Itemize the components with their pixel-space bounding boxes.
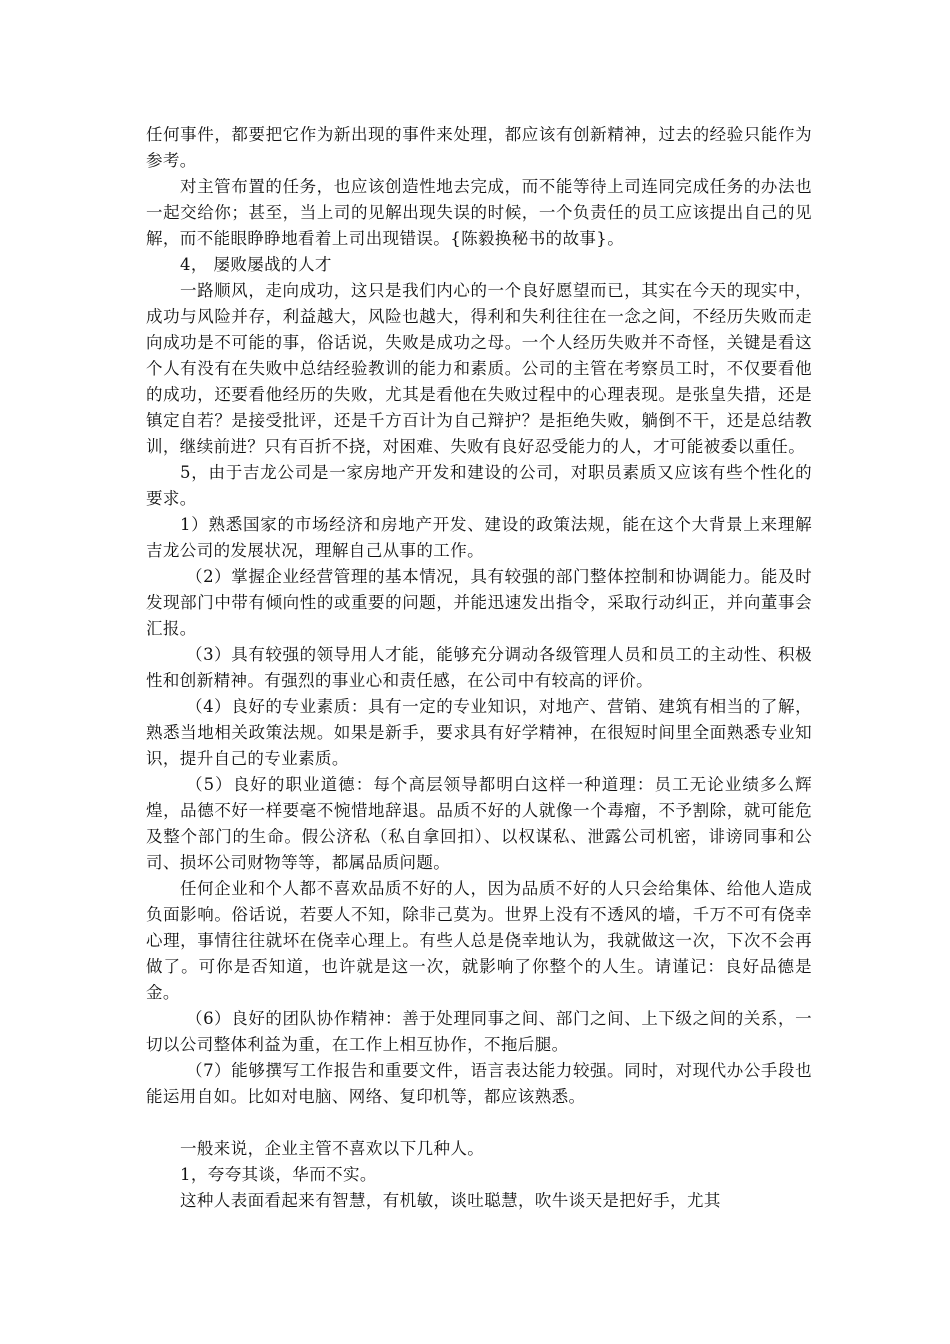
paragraph: 任何企业和个人都不喜欢品质不好的人，因为品质不好的人只会给集体、给他人造成负面影响。俗话说，若要人不知，除非己莫为。世界上没有不透风的墙，千万不可有侥幸心理，事情往往就坏在侥幸心理上。有些人总是侥幸地认为，我就做这一次，下次不会再做了。可你是否知道，也许就是这一次，就影响了你整个的人生。请谨记：良好品德是金。 bbox=[146, 879, 812, 1002]
paragraph: 一路顺风，走向成功，这只是我们内心的一个良好愿望而已，其实在今天的现实中，成功与风险并存，利益越大，风险也越大，得利和失利往往在一念之间，不经历失败而走向成功是不可能的事，俗话说，失败是成功之母。一个人经历失败并不奇怪，关键是看这个人有没有在失败中总结经验教训的能力和素质。公司的主管在考察员工时，不仅要看他的成功，还要看他经历的失败，尤其是看他在失败过程中的心理表现。是张皇失措，还是镇定自若？是接受批评，还是千方百计为自己辩护？是拒绝失败，躺倒不干，还是总结教训，继续前进？只有百折不挠，对困难、失败有良好忍受能力的人，才可能被委以重任。 bbox=[146, 281, 812, 456]
list-item: （3）具有较强的领导用人才能，能够充分调动各级管理人员和员工的主动性、积极性和创新精神。有强烈的事业心和责任感，在公司中有较高的评价。 bbox=[146, 645, 812, 690]
list-item: （6）良好的团队协作精神：善于处理同事之间、部门之间、上下级之间的关系，一切以公司整体利益为重，在工作上相互协作，不拖后腿。 bbox=[146, 1009, 812, 1054]
list-item: （2）掌握企业经营管理的基本情况，具有较强的部门整体控制和协调能力。能及时发现部门中带有倾向性的或重要的问题，并能迅速发出指令，采取行动纠正，并向董事会汇报。 bbox=[146, 567, 812, 638]
paragraph: 对主管布置的任务，也应该创造性地去完成，而不能等待上司连同完成任务的办法也一起交给你；甚至，当上司的见解出现失误的时候，一个负责任的员工应该提出自己的见解，而不能眼睁睁地看着上司出现错误。{陈毅换秘书的故事}。 bbox=[146, 177, 812, 248]
section-heading: 1，夸夸其谈，华而不实。 bbox=[180, 1165, 377, 1184]
paragraph-continuation: 任何事件，都要把它作为新出现的事件来处理，都应该有创新精神，过去的经验只能作为参考。 bbox=[146, 125, 812, 170]
blank-line bbox=[146, 1110, 812, 1136]
paragraph: 这种人表面看起来有智慧，有机敏，谈吐聪慧，吹牛谈天是把好手，尤其 bbox=[180, 1191, 721, 1210]
list-item: （7）能够撰写工作报告和重要文件，语言表达能力较强。同时，对现代办公手段也能运用自如。比如对电脑、网络、复印机等，都应该熟悉。 bbox=[146, 1061, 812, 1106]
list-item: （5）良好的职业道德：每个高层领导都明白这样一种道理：员工无论业绩多么辉煌，品德不好一样要毫不惋惜地辞退。品质不好的人就像一个毒瘤，不予割除，就可能危及整个部门的生命。假公济私（私自拿回扣）、以权谋私、泄露公司机密，诽谤同事和公司、损坏公司财物等等，都属品质问题。 bbox=[146, 775, 812, 872]
paragraph: 一般来说，企业主管不喜欢以下几种人。 bbox=[180, 1139, 485, 1158]
list-item: （4）良好的专业素质：具有一定的专业知识，对地产、营销、建筑有相当的了解，熟悉当地相关政策法规。如果是新手，要求具有好学精神，在很短时间里全面熟悉专业知识，提升自己的专业素质。 bbox=[146, 697, 812, 768]
section-heading: 4， 屡败屡战的人才 bbox=[180, 255, 332, 274]
list-item: 1）熟悉国家的市场经济和房地产开发、建设的政策法规，能在这个大背景上来理解吉龙公司的发展状况，理解自己从事的工作。 bbox=[146, 515, 812, 560]
document-body bbox=[146, 122, 812, 1214]
paragraph: 5，由于吉龙公司是一家房地产开发和建设的公司，对职员素质又应该有些个性化的要求。 bbox=[146, 463, 812, 508]
